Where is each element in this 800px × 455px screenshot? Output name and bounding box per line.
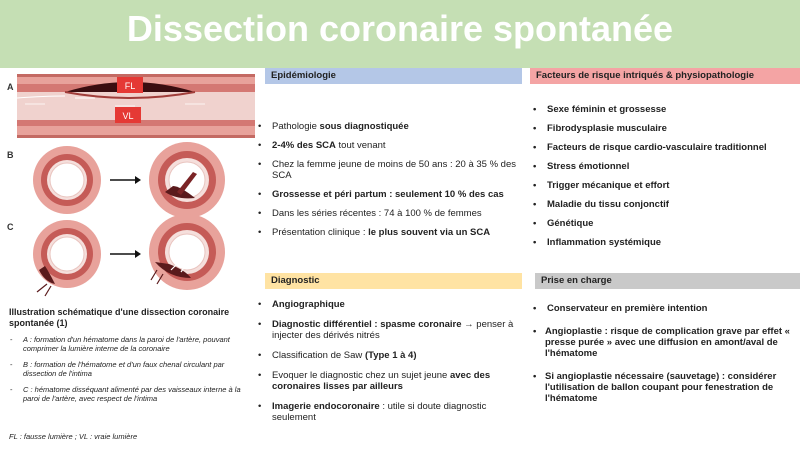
management-list (533, 303, 800, 416)
list-item: • Si angioplastie nécessaire (sauvetage) : considérer l'utilisation de ballon coupant pour fenestration de l'hématome (533, 371, 800, 404)
list-item: • Stress émotionnel (533, 161, 798, 172)
list-item: • Chez la femme jeune de moins de 50 ans : 20 à 35 % des SCA (258, 159, 530, 181)
list-item: • Présentation clinique : le plus souvent via un SCA (258, 227, 530, 238)
page-title: Dissection coronaire spontanée (126, 8, 674, 49)
list-item: • Inflammation systémique (533, 237, 798, 248)
caption-item-a: - A : formation d'un hématome dans la paroi de l'artère, pouvant comprimer la lumière interne de la coronaire (9, 335, 254, 353)
diagnostic-header: Diagnostic (265, 273, 522, 289)
false-lumen-label (117, 77, 143, 93)
list-item: • Conservateur en première intention (533, 303, 800, 314)
risk-factors-list (533, 104, 798, 256)
list-item: • Grossesse et péri partum : seulement 10 % des cas (258, 189, 530, 200)
list-item: • Classification de Saw (Type 1 à 4) (258, 350, 530, 361)
caption-list (9, 335, 254, 403)
diagnostic-list (258, 299, 530, 432)
caption-item-c: - C : hématome disséquant alimenté par des vaisseaux interne à la paroi de l'artère, avec respect de l'intima (9, 385, 254, 403)
list-item: • Pathologie sous diagnostiquée (258, 121, 530, 132)
list-item: • Génétique (533, 218, 798, 229)
panel-letter-c: C (7, 222, 14, 232)
vessel-section-c2 (149, 214, 225, 290)
list-item: • 2-4% des SCA tout venant (258, 140, 530, 151)
list-item: • Angiographique (258, 299, 530, 310)
list-item: • Evoquer le diagnostic chez un sujet jeune avec des coronaires lisses par ailleurs (258, 370, 530, 392)
svg-text:VL: VL (122, 111, 134, 121)
list-item: • Sexe féminin et grossesse (533, 104, 798, 115)
title-banner (0, 0, 800, 68)
svg-text:FL: FL (124, 81, 136, 91)
dissection-illustration (5, 74, 255, 306)
list-item: • Angioplastie : risque de complication grave par effet « presse purée » avec une diffusion en amont/aval de l'hématome (533, 326, 800, 359)
risk-factors-header: Facteurs de risque intriqués & physiopathologie (530, 68, 800, 84)
list-item: • Trigger mécanique et effort (533, 180, 798, 191)
vessel-section-b2 (149, 142, 225, 218)
list-item: • Fibrodysplasie musculaire (533, 123, 798, 134)
list-item: • Facteurs de risque cardio-vasculaire traditionnel (533, 142, 798, 153)
list-item: • Dans les séries récentes : 74 à 100 % de femmes (258, 208, 530, 219)
vessel-section-c1 (33, 220, 101, 296)
vessel-section-b1 (33, 146, 101, 214)
caption-item-b: - B : formation de l'hématome et d'un faux chenal circulant par dissection de l'intima (9, 360, 254, 378)
list-item: • Diagnostic différentiel : spasme coronaire → penser à injecter des dérivés nitrés (258, 319, 530, 341)
epidemiology-list (258, 121, 530, 246)
true-lumen-label (115, 107, 141, 123)
panel-letter-b: B (7, 150, 14, 160)
management-header: Prise en charge (535, 273, 800, 289)
epidemiology-header: Epidémiologie (265, 68, 522, 84)
list-item: • Imagerie endocoronaire : utile si doute diagnostic seulement (258, 401, 530, 423)
caption-title: Illustration schématique d'une dissection coronaire spontanée (1) (9, 307, 230, 328)
panel-letter-a: A (7, 82, 14, 92)
caption-legend: FL : fausse lumière ; VL : vraie lumière (9, 432, 138, 441)
illustration-caption (9, 307, 254, 441)
list-item: • Maladie du tissu conjonctif (533, 199, 798, 210)
